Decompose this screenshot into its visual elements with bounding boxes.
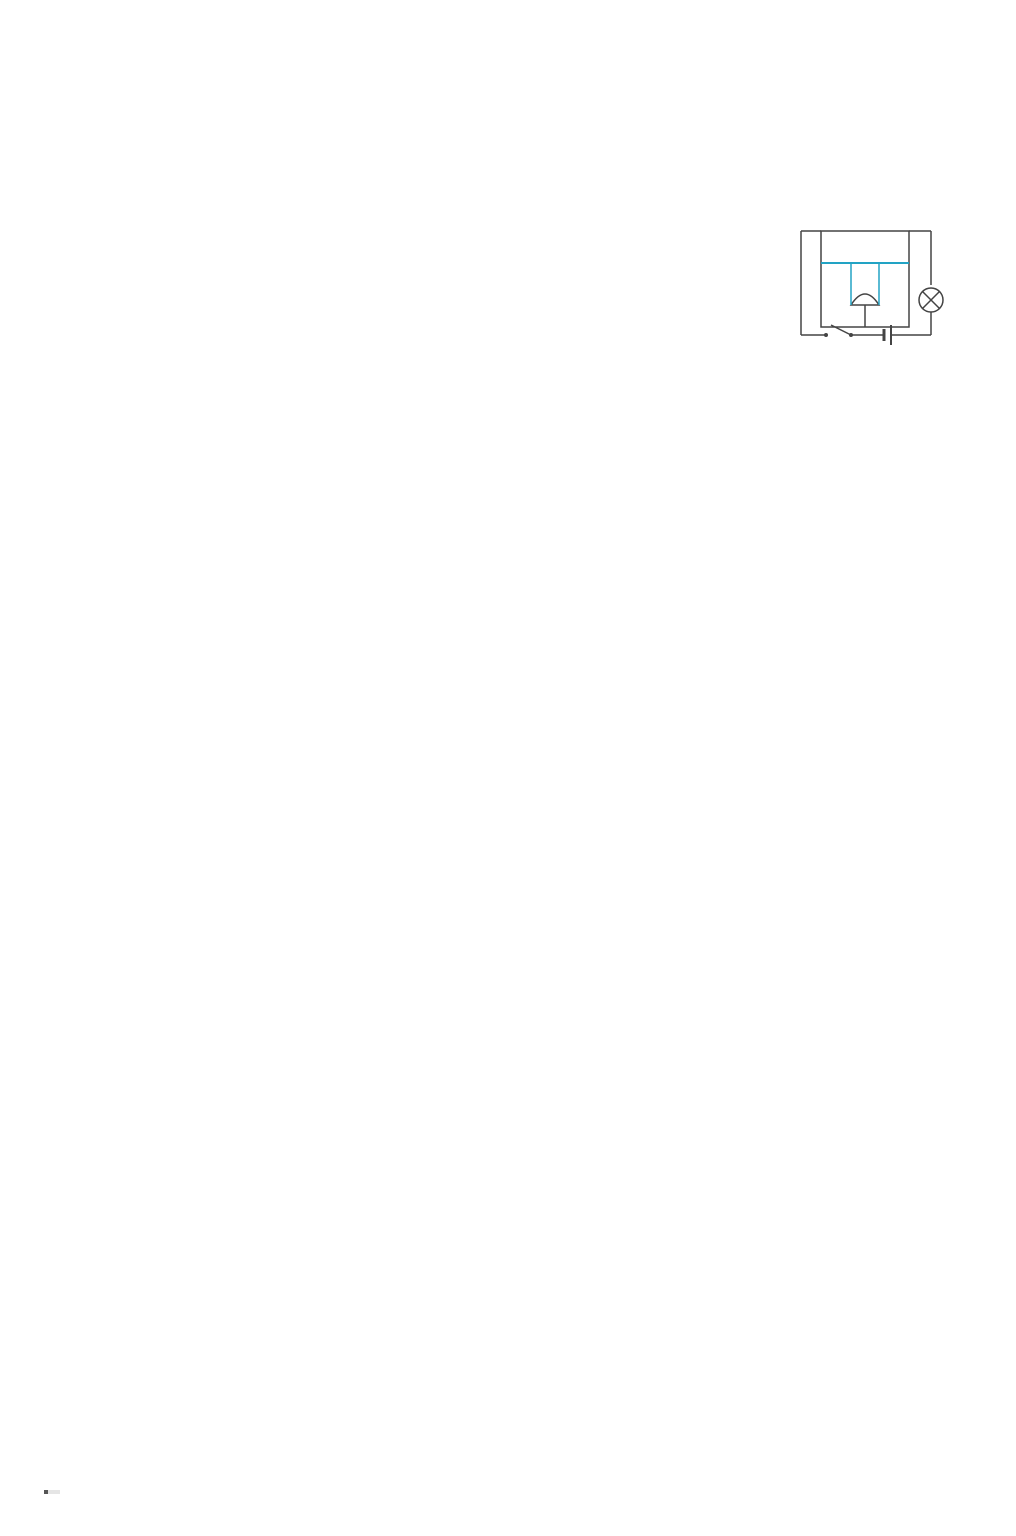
- circuit-diagram: [796, 205, 996, 355]
- page-number: [44, 1490, 60, 1494]
- bell-icon: [851, 294, 879, 305]
